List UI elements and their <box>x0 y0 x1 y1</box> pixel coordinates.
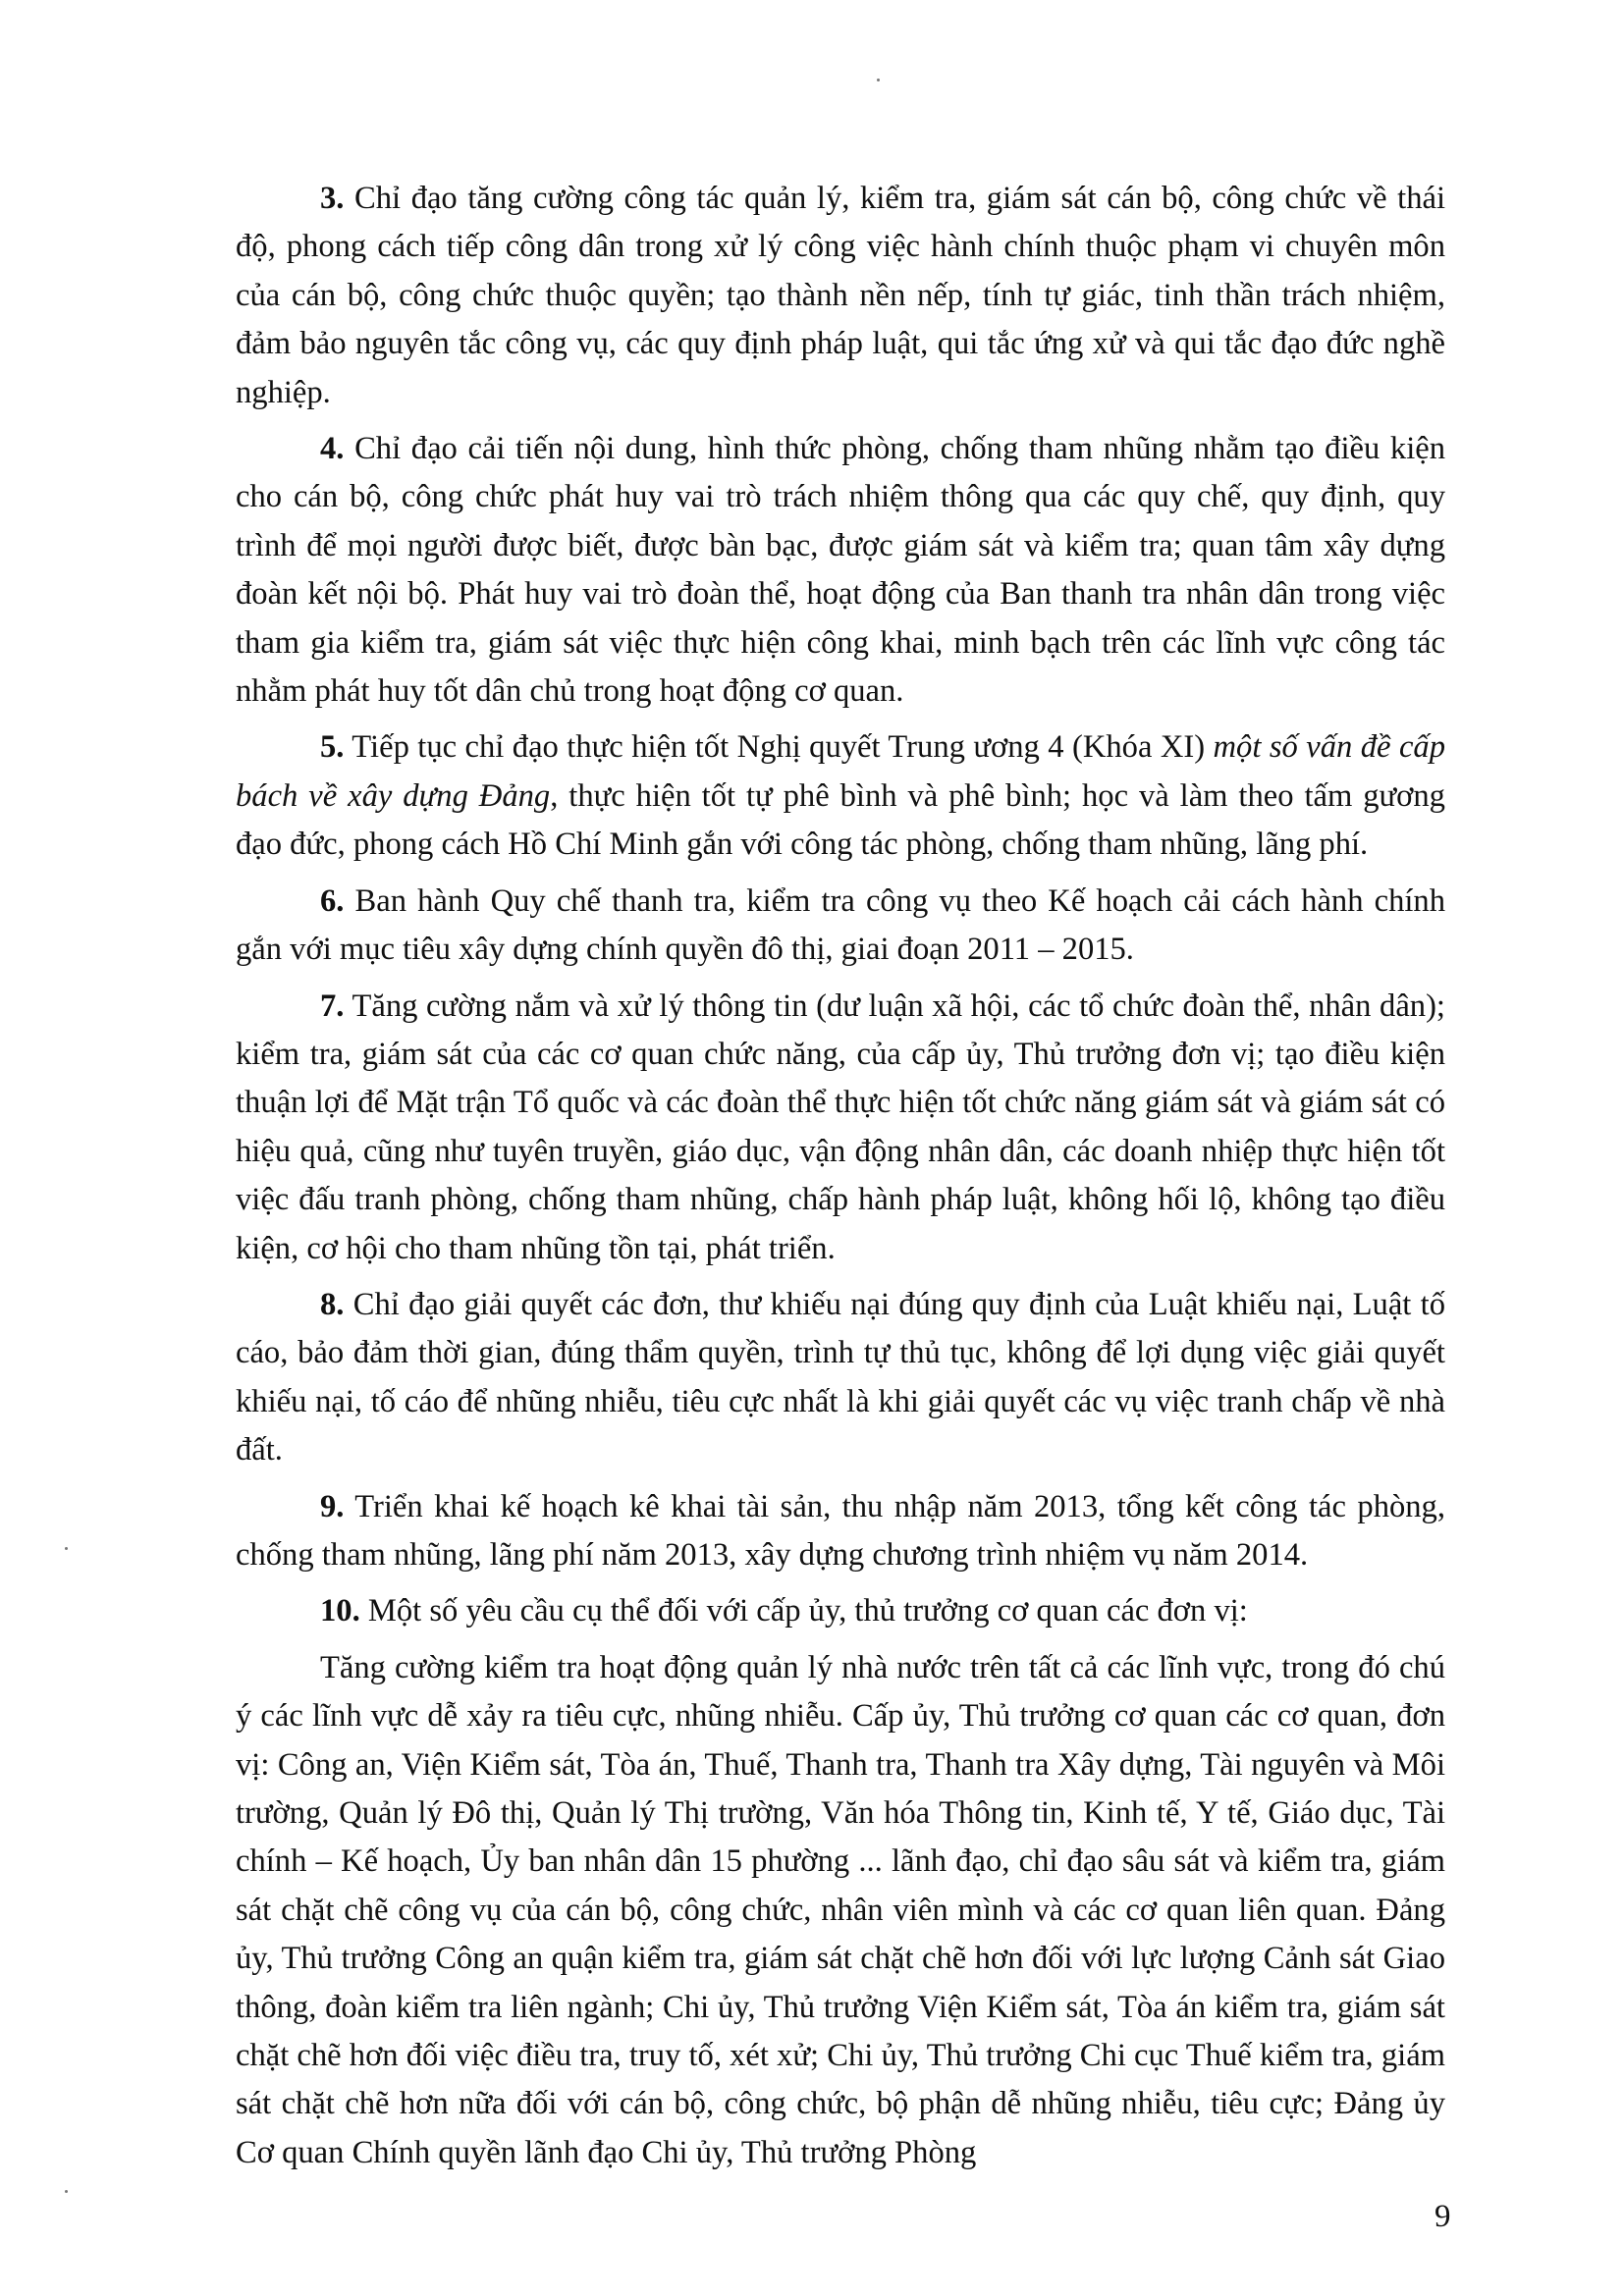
italic-phrase: một số vấn đề cấp bách về xây dựng Đảng <box>236 729 1445 814</box>
paragraph-text: , thực hiện tốt tự phê bình và phê bình; học và làm theo tấm gương đạo đức, phong cách Hồ Chí Minh gắn với công tác phòng, chống tham nhũng, lãng phí. <box>236 777 1445 863</box>
item-number: 8. <box>320 1286 345 1322</box>
item-number: 9. <box>320 1488 345 1524</box>
paragraph-item-7 <box>236 983 1445 1273</box>
page-number: 9 <box>1435 2199 1451 2234</box>
paragraph-text: Chỉ đạo giải quyết các đơn, thư khiếu nại đúng quy định của Luật khiếu nại, Luật tố cáo, bảo đảm thời gian, đúng thẩm quyền, trình tự thủ tục, không để lợi dụng việc giải quyết khiếu nại, tố cáo để nhũng nhiễu, tiêu cực nhất là khi giải quyết các vụ việc tranh chấp về nhà đất. <box>236 1286 1445 1468</box>
paragraph-item-10 <box>236 1587 1445 1635</box>
item-number: 5. <box>320 729 345 766</box>
paragraph-item-8 <box>236 1281 1445 1475</box>
paragraph-item-5 <box>236 723 1445 869</box>
paragraph-text: Chỉ đạo cải tiến nội dung, hình thức phòng, chống tham nhũng nhằm tạo điều kiện cho cán bộ, công chức phát huy vai trò trách nhiệm thông qua các quy chế, quy định, quy trình để mọi người được biết, được bàn bạc, được giám sát và kiểm tra; quan tâm xây dựng đoàn kết nội bộ. Phát huy vai trò đoàn thể, hoạt động của Ban thanh tra nhân dân trong việc tham gia kiểm tra, giám sát việc thực hiện công khai, minh bạch trên các lĩnh vực công tác nhằm phát huy tốt dân chủ trong hoạt động cơ quan. <box>236 431 1445 710</box>
paragraph-item-3 <box>236 175 1445 417</box>
paragraph-text: Tiếp tục chỉ đạo thực hiện tốt Nghị quyết Trung ương 4 (Khóa XI) <box>344 729 1214 766</box>
scan-speck <box>65 1547 68 1550</box>
paragraph-text: Một số yêu cầu cụ thể đối với cấp ủy, thủ trưởng cơ quan các đơn vị: <box>359 1593 1248 1629</box>
item-number: 6. <box>320 882 345 919</box>
closing-paragraph: Tăng cường kiểm tra hoạt động quản lý nhà nước trên tất cả các lĩnh vực, trong đó chú ý các lĩnh vực dễ xảy ra tiêu cực, nhũng nhiễu. Cấp ủy, Thủ trưởng cơ quan các cơ quan, đơn vị: Công an, Viện Kiểm sát, Tòa án, Thuế, Thanh tra, Thanh tra Xây dựng, Tài nguyên và Môi trường, Quản lý Đô thị, Quản lý Thị trường, Văn hóa Thông tin, Kinh tế, Y tế, Giáo dục, Tài chính – Kế hoạch, Ủy ban nhân dân 15 phường ... lãnh đạo, chỉ đạo sâu sát và kiểm tra, giám sát chặt chẽ công vụ của cán bộ, công chức, nhân viên mình và các cơ quan liên quan. Đảng ủy, Thủ trưởng Công an quận kiểm tra, giám sát chặt chẽ hơn đối với lực lượng Cảnh sát Giao thông, đoàn kiểm tra liên ngành; Chi ủy, Thủ trưởng Viện Kiểm sát, Tòa án kiểm tra, giám sát chặt chẽ hơn đối việc điều tra, truy tố, xét xử; Chi ủy, Thủ trưởng Chi cục Thuế kiểm tra, giám sát chặt chẽ hơn nữa đối với cán bộ, công chức, bộ phận dễ nhũng nhiễu, tiêu cực; Đảng ủy Cơ quan Chính quyền lãnh đạo Chi ủy, Thủ trưởng Phòng <box>236 1649 1445 2170</box>
item-number: 7. <box>320 988 345 1024</box>
paragraph-item-6 <box>236 878 1445 975</box>
paragraph-item-4 <box>236 425 1445 716</box>
scan-speck <box>65 2190 68 2193</box>
paragraph-text: Triển khai kế hoạch kê khai tài sản, thu nhập năm 2013, tổng kết công tác phòng, chống tham nhũng, lãng phí năm 2013, xây dựng chương trình nhiệm vụ năm 2014. <box>236 1488 1445 1573</box>
paragraph-text: Tăng cường nắm và xử lý thông tin (dư luận xã hội, các tổ chức đoàn thể, nhân dân); kiểm tra, giám sát của các cơ quan chức năng, của cấp ủy, Thủ trưởng đơn vị; tạo điều kiện thuận lợi để Mặt trận Tổ quốc và các đoàn thể thực hiện tốt chức năng giám sát và giám sát có hiệu quả, cũng như tuyên truyền, giáo dục, vận động nhân dân, các doanh nhiệp thực hiện tốt việc đấu tranh phòng, chống tham nhũng, chấp hành pháp luật, không hối lộ, không tạo điều kiện, cơ hội cho tham nhũng tồn tại, phát triển. <box>236 988 1445 1266</box>
paragraph-text: Chỉ đạo tăng cường công tác quản lý, kiểm tra, giám sát cán bộ, công chức về thái độ, phong cách tiếp công dân trong xử lý công việc hành chính thuộc phạm vi chuyên môn của cán bộ, công chức thuộc quyền; tạo thành nền nếp, tính tự giác, tinh thần trách nhiệm, đảm bảo nguyên tắc công vụ, các quy định pháp luật, qui tắc ứng xử và qui tắc đạo đức nghề nghiệp. <box>236 181 1445 410</box>
item-number: 10. <box>320 1593 360 1629</box>
paragraph-item-9 <box>236 1483 1445 1580</box>
item-number: 3. <box>320 181 345 216</box>
paragraph-text: Ban hành Quy chế thanh tra, kiểm tra công vụ theo Kế hoạch cải cách hành chính gắn với mục tiêu xây dựng chính quyền đô thị, giai đoạn 2011 – 2015. <box>236 882 1445 968</box>
item-number: 4. <box>320 431 345 467</box>
document-body <box>236 175 1445 2185</box>
scan-speck <box>877 79 880 81</box>
